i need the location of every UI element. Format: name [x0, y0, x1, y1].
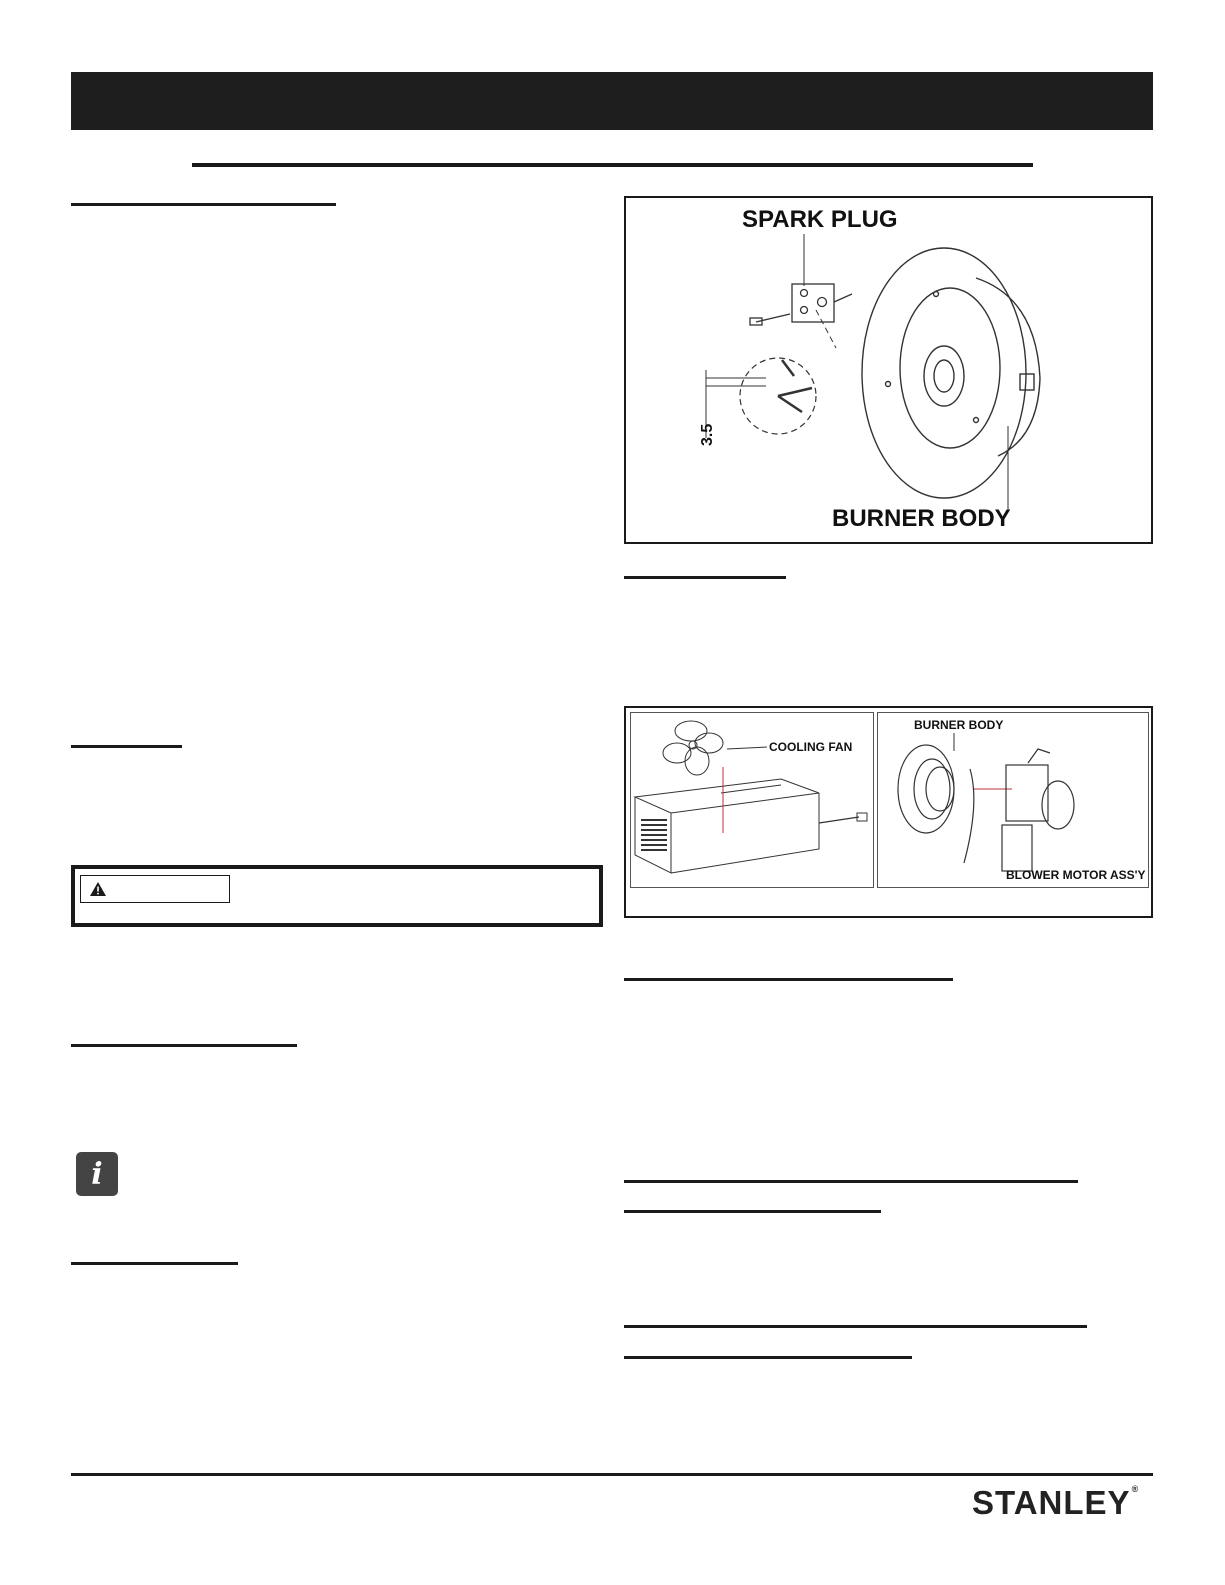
header-rule [192, 163, 1033, 167]
info-icon: i [76, 1152, 118, 1196]
blower-motor-diagram [878, 713, 1148, 887]
warning-box [71, 865, 603, 927]
header-bar [71, 72, 1153, 130]
burner-body-label: BURNER BODY [914, 718, 1004, 732]
cooling-fan-diagram [631, 713, 873, 887]
electrode-detail [778, 360, 812, 412]
detail-leader [816, 310, 836, 348]
power-cord [819, 817, 859, 823]
fan-blower-figure [624, 706, 1153, 918]
cooling-fan-part [663, 721, 723, 775]
burner-body-label: BURNER BODY [832, 505, 1011, 532]
section-heading-underline [71, 1044, 297, 1047]
warning-triangle-icon [89, 881, 107, 897]
footer-rule [71, 1473, 1153, 1476]
section-heading-underline [624, 978, 953, 981]
section-heading-underline [624, 1210, 881, 1213]
cooling-fan-panel [630, 712, 874, 888]
blower-motor-label: BLOWER MOTOR ASS'Y [1006, 868, 1146, 882]
section-heading-underline [71, 745, 182, 748]
vent-grille [641, 819, 667, 851]
spark-plug-part [750, 284, 852, 325]
section-heading-underline [71, 203, 336, 206]
spark-plug-label: SPARK PLUG [742, 206, 898, 233]
spark-plug-diagram [626, 198, 1151, 542]
gap-value-label: 3.5 [699, 423, 716, 446]
stanley-logo: STANLEY® [972, 1484, 1140, 1521]
section-heading-underline [624, 1325, 1087, 1328]
section-heading-underline [624, 1356, 912, 1359]
burner-body-part [898, 745, 974, 863]
section-heading-underline [71, 1262, 238, 1265]
blower-panel [877, 712, 1149, 888]
cooling-fan-label: COOLING FAN [769, 740, 853, 754]
section-heading-underline [624, 1180, 1078, 1183]
spark-plug-figure [624, 196, 1153, 544]
burner-body-part [862, 248, 1040, 498]
section-heading-underline [624, 576, 786, 579]
warning-label [80, 875, 230, 903]
leader-line [727, 747, 767, 749]
blower-motor-part [1002, 749, 1074, 871]
